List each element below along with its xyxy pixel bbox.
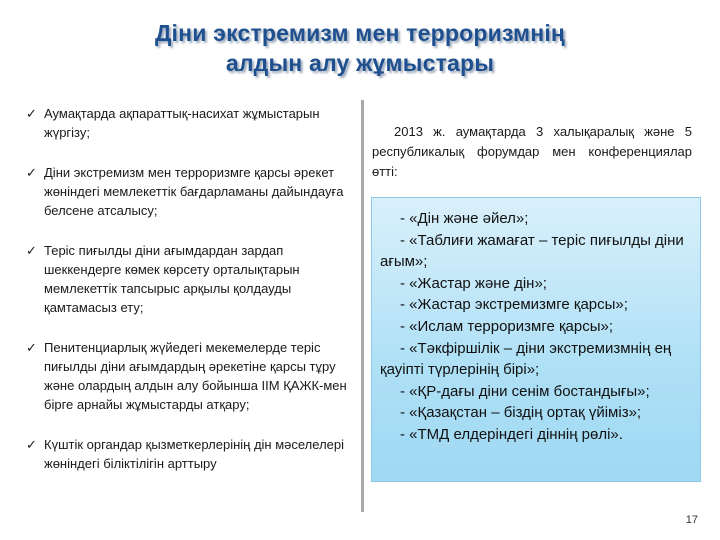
check-mark-icon: ✓ xyxy=(26,340,37,355)
forums-box xyxy=(371,197,701,482)
forum-item: - «Дін және әйел»; xyxy=(400,210,529,227)
forum-item: - «Ислам терроризмге қарсы»; xyxy=(400,317,614,335)
forum-item: - «Жастар және дін»; xyxy=(400,274,547,292)
check-mark-icon: ✓ xyxy=(26,243,37,258)
list-item xyxy=(26,241,354,317)
list-item-text: Пенитенциарлық жүйедегі мекемелерде теріс пиғылды діни ағымдардың әрекетіне қарсы тұру және олардың алдын алу бойынша ІІМ ҚАЖК-мен бірге арнайы жұмыстарды атқару; xyxy=(44,340,347,412)
list-item xyxy=(26,338,354,414)
title-line-1: Діни экстремизм мен терроризмнің xyxy=(154,20,566,46)
check-mark-icon: ✓ xyxy=(26,165,37,180)
forum-item: - «ТМД елдеріндегі діннің рөлі». xyxy=(400,425,623,443)
column-divider xyxy=(361,100,364,512)
measures-list xyxy=(26,104,354,494)
forum-item: - «Тәкфіршілік – діни экстремизмнің ең қауіпті түрлерінің бірі»; xyxy=(380,339,672,379)
list-item xyxy=(26,163,354,220)
list-item xyxy=(26,435,354,473)
list-item-text: Күштік органдар қызметкерлерінің дін мәселелері жөніндегі біліктілігін арттыру xyxy=(44,437,344,471)
list-item xyxy=(26,104,354,142)
check-mark-icon: ✓ xyxy=(26,437,37,452)
forum-item: - «ҚР-дағы діни сенім бостандығы»; xyxy=(400,382,650,400)
forum-item: - «Таблиғи жамағат – теріс пиғылды діни ағым»; xyxy=(380,231,684,271)
forum-item: - «Жастар экстремизмге қарсы»; xyxy=(400,296,628,314)
list-item-text: Аумақтарда ақпараттық-насихат жұмыстарын жүргізу; xyxy=(44,106,320,140)
list-item-text: Діни экстремизм мен терроризмге қарсы әрекет жөніндегі мемлекеттік бағдарламаны дайындауға белсене атсалысу; xyxy=(44,165,344,218)
check-mark-icon: ✓ xyxy=(26,106,37,121)
forums-list xyxy=(380,208,694,446)
list-item-text: Теріс пиғылды діни ағымдардан зардап шеккендерге көмек көрсету орталықтарын мемлекеттік тапсырыс арқылы қолдауды қамтамасыз ету; xyxy=(44,243,300,315)
forums-intro: 2013 ж. аумақтарда 3 халықаралық және 5 республикалық форумдар мен конференциялар өтті: xyxy=(372,124,692,179)
title-line-2: алдын алу жұмыстары xyxy=(225,50,495,76)
forum-item: - «Қазақстан – біздің ортақ үйіміз»; xyxy=(400,404,642,422)
page-number: 17 xyxy=(685,514,698,526)
slide-title xyxy=(60,18,660,78)
